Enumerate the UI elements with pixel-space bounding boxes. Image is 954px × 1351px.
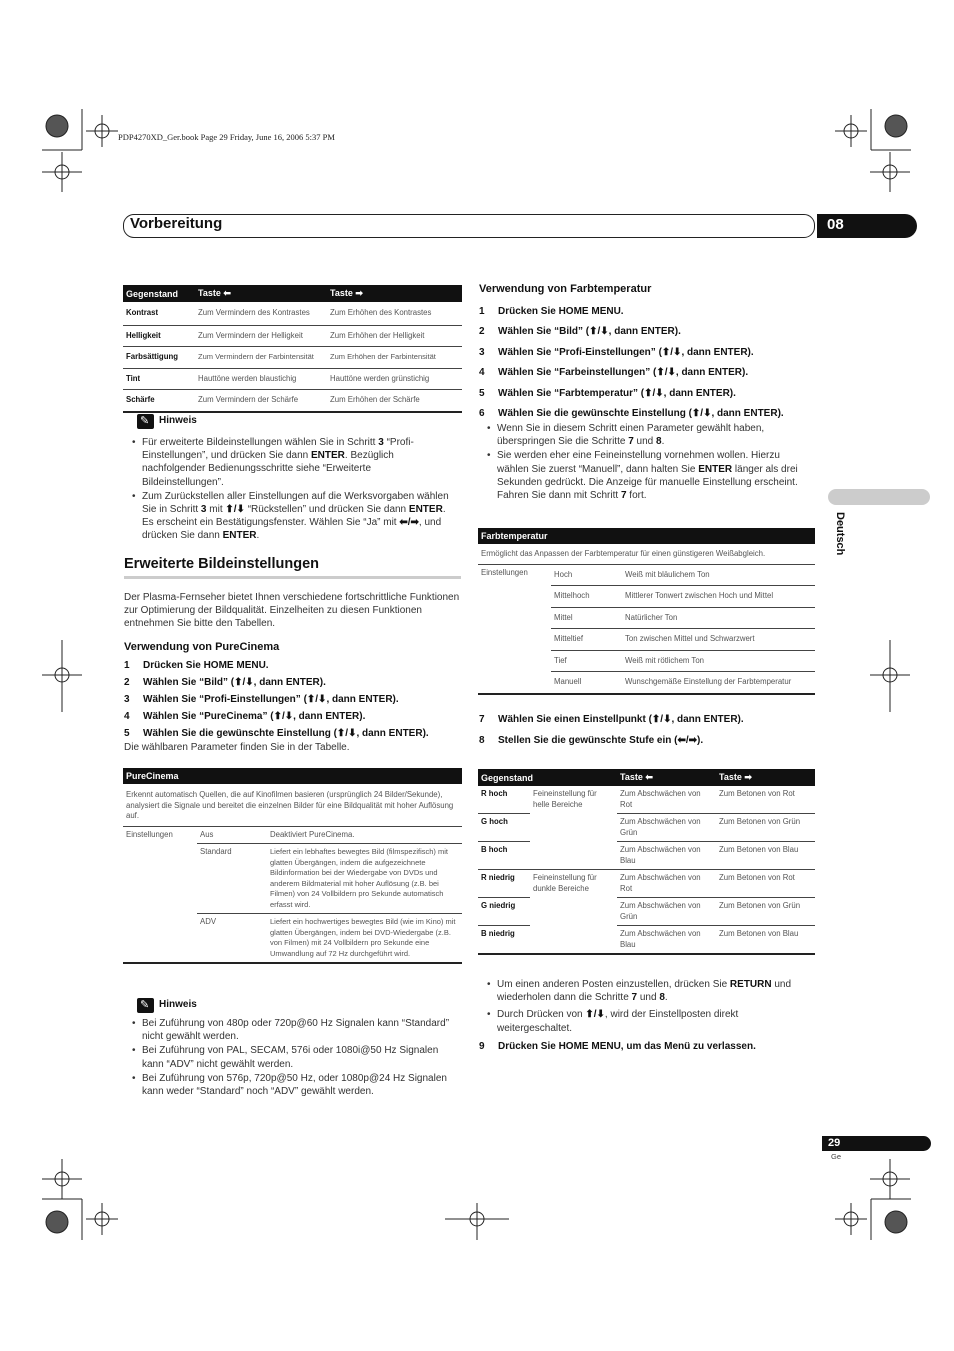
print-file-line: PDP4270XD_Ger.book Page 29 Friday, June 16, 2006 5:37 PM xyxy=(118,132,335,142)
color-temperature-table xyxy=(478,528,815,695)
table-cell: Zum Abschwächen von Grün xyxy=(617,814,716,842)
side-language-label: Deutsch xyxy=(834,512,846,556)
section-heading: Erweiterte Bildeinstellungen xyxy=(124,556,319,572)
list-item: • Sie werden eher eine Feineinstellung vornehmen wollen. Hierzu wählen Sie zuerst “Manuell”, dann halten Sie ENTER länger als drei Sekunden gedrückt. Die Anzeige für manuelle Einstellung erscheint. Fahren Sie dann mit Schritt 7 fort. xyxy=(486,449,811,502)
table-row xyxy=(123,302,462,325)
note-list xyxy=(131,436,454,544)
list-item: • Um einen anderen Posten einzustellen, drücken Sie RETURN und wiederholen dann die Schritte 7 und 8. xyxy=(486,978,814,1004)
table-cell: B hoch xyxy=(478,842,530,870)
table-cell: Farbsättigung xyxy=(123,347,195,369)
table-cell: Zum Betonen von Rot xyxy=(716,870,815,898)
list-item: • Zum Zurückstellen aller Einstellungen auf die Werksvorgaben wählen Sie in Schritt 3 mit ⬆/⬇ “Rückstellen” und drücken Sie dann ENTER. Es erscheint ein Bestätigungsfenster. Wählen Sie “Ja” mit ⬅/➡, und drücken Sie dann ENTER. xyxy=(131,490,454,543)
table-cell: Tint xyxy=(123,368,195,390)
table-cell: Einstellungen xyxy=(123,826,197,963)
step-5: 5 Wählen Sie die gewünschte Einstellung (⬆/⬇, dann ENTER). xyxy=(124,728,429,739)
step-4: 4 Wählen Sie “Farbeinstellungen” (⬆/⬇, dann ENTER). xyxy=(479,367,749,378)
table-cell: Zum Erhöhen der Farbintensität xyxy=(327,347,462,369)
subsection-heading: Verwendung von Farbtemperatur xyxy=(479,283,652,295)
table-row xyxy=(123,368,462,390)
table-cell: Wunschgemäße Einstellung der Farbtemperatur xyxy=(622,672,815,694)
chapter-number-tab: 08 xyxy=(817,214,917,238)
table-cell: Hoch xyxy=(551,564,622,586)
step-9: 9 Drücken Sie HOME MENU, um das Menü zu verlassen. xyxy=(479,1041,756,1052)
table-cell: Schärfe xyxy=(123,390,195,412)
table-cell: Mittelhoch xyxy=(551,586,622,608)
step-8: 8 Stellen Sie die gewünschte Stufe ein (⬅/➡). xyxy=(479,735,704,746)
table-cell: Standard xyxy=(197,844,267,914)
list-item: • Bei Zuführung von 576p, 720p@50 Hz, oder 1080p@24 Hz Signalen kann weder “Standard” noch “ADV” gewählt werden. xyxy=(131,1072,461,1098)
list-item: • Für erweiterte Bildeinstellungen wählen Sie in Schritt 3 “Profi-Einstellungen”, und drücken Sie dann ENTER. Bezüglich nachfolgender Bedienungsschritte siehe “Erweiterte Bildeinstellungen”. xyxy=(131,436,454,489)
note-pencil-icon xyxy=(137,414,154,429)
step-3: 3 Wählen Sie “Profi-Einstellungen” (⬆/⬇, dann ENTER). xyxy=(124,694,399,705)
step-1: 1 Drücken Sie HOME MENU. xyxy=(124,660,269,671)
step-4: 4 Wählen Sie “PureCinema” (⬆/⬇, dann ENTER). xyxy=(124,711,366,722)
table-cell: Weiß mit rötlichem Ton xyxy=(622,650,815,672)
table-cell: Mittlerer Tonwert zwischen Hoch und Mittel xyxy=(622,586,815,608)
table-cell: Zum Vermindern der Farbintensität xyxy=(195,347,327,369)
table-cell: Mittel xyxy=(551,607,622,629)
step-1: 1 Drücken Sie HOME MENU. xyxy=(479,306,624,317)
col-header-item: Gegenstand xyxy=(123,285,195,302)
table-cell: R hoch xyxy=(478,786,530,814)
note-list xyxy=(131,1017,461,1099)
table-cell: B niedrig xyxy=(478,926,530,955)
table-cell: Zum Betonen von Grün xyxy=(716,814,815,842)
subsection-heading: Verwendung von PureCinema xyxy=(124,641,280,653)
purecinema-table xyxy=(123,768,462,964)
table-cell: Zum Betonen von Blau xyxy=(716,926,815,955)
table-cell: Helligkeit xyxy=(123,325,195,347)
table-cell: Zum Abschwächen von Blau xyxy=(617,926,716,955)
table-row xyxy=(478,870,815,898)
step-2: 2 Wählen Sie “Bild” (⬆/⬇, dann ENTER). xyxy=(124,677,326,688)
table-cell: Natürlicher Ton xyxy=(622,607,815,629)
table-cell: Deaktiviert PureCinema. xyxy=(267,826,462,844)
step-6: 6 Wählen Sie die gewünschte Einstellung (⬆/⬇, dann ENTER). xyxy=(479,408,784,419)
table-cell: Ton zwischen Mittel und Schwarzwert xyxy=(622,629,815,651)
table-cell: Aus xyxy=(197,826,267,844)
step-6-notes xyxy=(486,422,811,503)
note-box xyxy=(137,414,457,432)
table-cell: G hoch xyxy=(478,814,530,842)
after-table-notes xyxy=(486,978,814,1036)
table-cell: Zum Abschwächen von Rot xyxy=(617,870,716,898)
table-cell: Einstellungen xyxy=(478,564,551,694)
table-cell: Hauttöne werden grünstichig xyxy=(327,368,462,390)
intro-paragraph: Der Plasma-Fernseher bietet Ihnen verschiedene fortschrittliche Funktionen zur Optimierung der Bildqualität. Einzelheiten zu diesen Funktionen entnehmen Sie bitte den Tabellen. xyxy=(124,592,460,630)
step-3: 3 Wählen Sie “Profi-Einstellungen” (⬆/⬇, dann ENTER). xyxy=(479,347,754,358)
note-pencil-icon xyxy=(137,998,154,1013)
table-cell: Hauttöne werden blaustichig xyxy=(195,368,327,390)
table-cell: Zum Betonen von Blau xyxy=(716,842,815,870)
note-box xyxy=(137,998,457,1016)
table-cell: Feineinstellung für dunkle Bereiche xyxy=(530,870,617,955)
section-header-bar xyxy=(123,214,815,238)
table-cell: Manuell xyxy=(551,672,622,694)
table-cell: Zum Erhöhen der Schärfe xyxy=(327,390,462,412)
list-item: • Bei Zuführung von 480p oder 720p@60 Hz Signalen kann “Standard” nicht gewählt werden. xyxy=(131,1017,461,1043)
col-header-right-key: Taste ➡ xyxy=(716,769,815,786)
table-cell: Zum Betonen von Rot xyxy=(716,786,815,814)
list-item: • Bei Zuführung von PAL, SECAM, 576i oder 1080i@50 Hz Signalen kann “ADV” nicht gewählt werden. xyxy=(131,1044,461,1070)
col-header-item: Gegenstand xyxy=(478,769,617,786)
table-cell: Zum Vermindern der Schärfe xyxy=(195,390,327,412)
table-cell: Zum Erhöhen der Helligkeit xyxy=(327,325,462,347)
color-temperature-table-title: Farbtemperatur xyxy=(478,528,815,544)
table-cell: Liefert ein lebhaftes bewegtes Bild (filmspezifisch) mit glatten Übergängen, indem die aufgezeichnete Bildinformation bei der Wiedergabe von DVDs und anderem Bildmaterial mit hoher Auflösung (z.B. bei Filmen) von 24 Vollbildern pro Sekunde automatisch erfasst wird. xyxy=(267,844,462,914)
table-row xyxy=(123,347,462,369)
table-row xyxy=(478,926,815,955)
side-language-tab xyxy=(824,512,854,592)
table-cell: R niedrig xyxy=(478,870,530,898)
table-cell: Liefert ein hochwertiges bewegtes Bild (wie im Kino) mit glatten Übergängen, indem bei DVD-Wiedergabe (z.B. von Filmen) mit 24 Vollbildern pro Sekunde eine Umwandlung auf 72 Hz durchgeführt wird. xyxy=(267,914,462,964)
table-cell: G niedrig xyxy=(478,898,530,926)
table-cell: ADV xyxy=(197,914,267,964)
table-row xyxy=(123,826,462,844)
list-item: • Durch Drücken von ⬆/⬇, wird der Einstellposten direkt weitergeschaltet. xyxy=(486,1008,814,1034)
table-row xyxy=(123,390,462,412)
table-cell: Zum Betonen von Grün xyxy=(716,898,815,926)
table-row xyxy=(478,814,815,842)
page-language-code: Ge xyxy=(831,1152,842,1161)
table-row xyxy=(478,842,815,870)
table-row xyxy=(478,564,815,586)
step-7: 7 Wählen Sie einen Einstellpunkt (⬆/⬇, dann ENTER). xyxy=(479,714,744,725)
section-title: Vorbereitung xyxy=(130,215,223,232)
page-number: 29 xyxy=(822,1136,931,1151)
list-item: • Wenn Sie in diesem Schritt einen Parameter gewählt haben, überspringen Sie die Schritte 7 und 8. xyxy=(486,422,811,448)
table-cell: Zum Abschwächen von Blau xyxy=(617,842,716,870)
table-cell: Zum Erhöhen des Kontrastes xyxy=(327,302,462,325)
step-2: 2 Wählen Sie “Bild” (⬆/⬇, dann ENTER). xyxy=(479,326,681,337)
table-cell: Zum Abschwächen von Grün xyxy=(617,898,716,926)
table-cell: Zum Vermindern des Kontrastes xyxy=(195,302,327,325)
table-row xyxy=(123,325,462,347)
note-title: Hinweis xyxy=(159,999,197,1010)
col-header-left-key: Taste ⬅ xyxy=(617,769,716,786)
heading-rule xyxy=(124,576,461,579)
picture-settings-table xyxy=(123,285,462,413)
table-cell: Kontrast xyxy=(123,302,195,325)
table-row xyxy=(478,898,815,926)
table-cell: Weiß mit bläulichem Ton xyxy=(622,564,815,586)
side-tab-pill xyxy=(828,489,930,505)
note-title: Hinweis xyxy=(159,415,197,426)
table-row xyxy=(478,786,815,814)
table-cell: Tief xyxy=(551,650,622,672)
purecinema-table-title: PureCinema xyxy=(123,768,462,784)
table-cell: Feineinstellung für helle Bereiche xyxy=(530,786,617,870)
rgb-adjust-table xyxy=(478,769,815,955)
table-cell: Mitteltief xyxy=(551,629,622,651)
table-cell: Zum Abschwächen von Rot xyxy=(617,786,716,814)
color-temperature-description: Ermöglicht das Anpassen der Farbtemperatur für einen günstigeren Weißabgleich. xyxy=(478,544,815,564)
col-header-left-key: Taste ⬅ xyxy=(195,285,327,302)
table-cell: Zum Vermindern der Helligkeit xyxy=(195,325,327,347)
step-5: 5 Wählen Sie “Farbtemperatur” (⬆/⬇, dann ENTER). xyxy=(479,388,736,399)
purecinema-description: Erkennt automatisch Quellen, die auf Kinofilmen basieren (ursprünglich 24 Bilder/Sekunde), analysiert die Signale und bereitet die einzelnen Bilder für eine Bildqualität mit hoher Auflösung auf. xyxy=(123,784,462,826)
col-header-right-key: Taste ➡ xyxy=(327,285,462,302)
step-5-note: Die wählbaren Parameter finden Sie in der Tabelle. xyxy=(124,742,350,753)
